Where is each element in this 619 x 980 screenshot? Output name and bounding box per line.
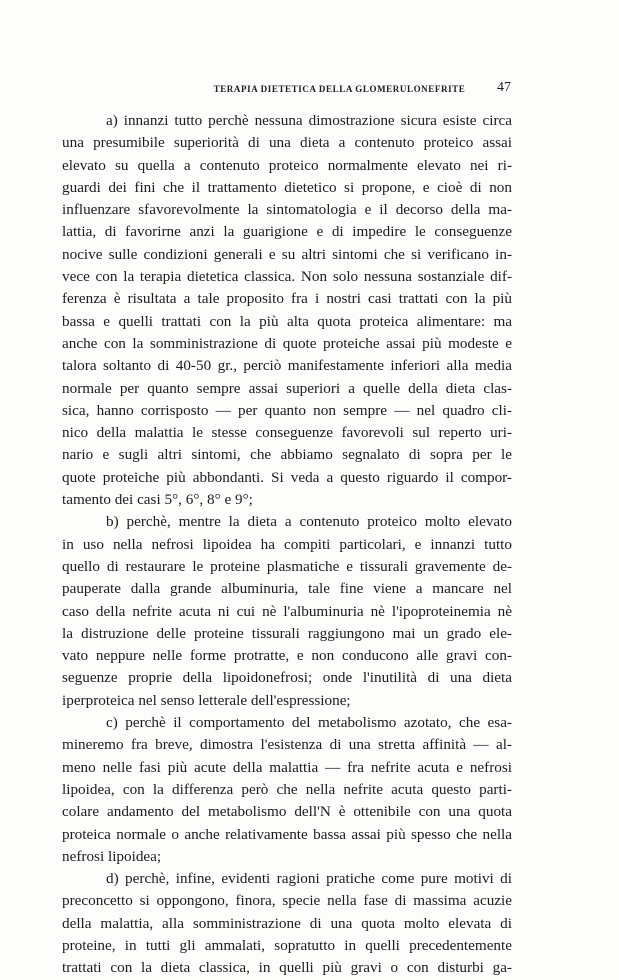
text-line: in uso nella nefrosi lipoidea ha compiti particolari, e innanzi tutto bbox=[62, 535, 512, 553]
text-line: una presumibile superiorità di una dieta a contenuto proteico assai bbox=[62, 134, 512, 152]
running-header: TERAPIA DIETETICA DELLA GLOMERULONEFRITE bbox=[213, 84, 466, 94]
text-line: influenzare sfavorevolmente la sintomatologia e il decorso della ma- bbox=[62, 201, 512, 219]
text-line: della malattia, alla somministrazione di una quota molto elevata di bbox=[62, 914, 512, 932]
text-line: colare andamento del metabolismo dell'N è ottenibile con una quota bbox=[62, 803, 512, 821]
text-line: d) perchè, infine, evidenti ragioni pratiche come pure motivi di bbox=[106, 870, 512, 888]
text-line: elevato su quella a contenuto proteico normalmente elevato nei ri- bbox=[62, 156, 512, 174]
text-line: normale per quanto sempre assai superiori a quelle della dieta clas- bbox=[62, 379, 512, 397]
text-line: proteica normale o anche relativamente bassa assai più spesso che nella bbox=[62, 825, 512, 843]
text-line: preconcetto si oppongono, finora, specie nella fase di massima acuzie bbox=[62, 892, 512, 910]
text-line: talora soltanto di 40-50 gr., perciò manifestamente inferiori alla media bbox=[62, 357, 512, 375]
text-line: la distruzione delle proteine tissurali raggiungono mai un grado ele- bbox=[62, 624, 512, 642]
text-line: seguenze proprie della lipoidonefrosi; onde l'inutilità di una dieta bbox=[62, 669, 512, 687]
text-line: pauperate dalla grande albuminuria, tale fine viene a mancare nel bbox=[62, 580, 512, 598]
text-line: vece con la terapia dietetica classica. Non solo nessuna sostanziale dif- bbox=[62, 268, 512, 286]
text-line: quote proteiche più abbondanti. Si veda a questo riguardo il compor- bbox=[62, 468, 512, 486]
text-line: ferenza è risultata a tale proposito fra i nostri casi trattati con la più bbox=[62, 290, 512, 308]
text-line: iperproteica nel senso letterale dell'espressione; bbox=[62, 691, 351, 709]
text-line: nario e sugli altri sintomi, che abbiamo segnalato di sopra per le bbox=[62, 446, 512, 464]
text-line: mineremo fra breve, dimostra l'esistenza di una stretta affinità — al- bbox=[62, 736, 512, 754]
text-line: nico della malattia le stesse conseguenze favorevoli sul reperto uri- bbox=[62, 424, 512, 442]
text-line: b) perchè, mentre la dieta a contenuto proteico molto elevato bbox=[106, 513, 512, 531]
text-line: bassa e quelli trattati con la più alta quota proteica alimentare: ma bbox=[62, 312, 512, 330]
text-line: vato neppure nelle forme protratte, e non conducono alle gravi con- bbox=[62, 647, 512, 665]
text-line: a) innanzi tutto perchè nessuna dimostrazione sicura esiste circa bbox=[106, 112, 512, 129]
text-line: caso della nefrite acuta ni cui nè l'albuminuria nè l'ipoproteinemia nè bbox=[62, 602, 512, 620]
text-line: nocive sulle condizioni generali e su altri sintomi che si verificano in- bbox=[62, 245, 512, 263]
text-line: tamento dei casi 5°, 6°, 8° e 9°; bbox=[62, 491, 253, 509]
text-line: anche con la somministrazione di quote proteiche assai più modeste e bbox=[62, 334, 512, 352]
text-line: proteine, in tutti gli ammalati, sopratutto in quelli precedentemente bbox=[62, 936, 512, 954]
text-line: nefrosi lipoidea; bbox=[62, 847, 162, 865]
body-text bbox=[62, 110, 512, 980]
text-line: meno nelle fasi più acute della malattia — fra nefrite acuta e nefrosi bbox=[62, 758, 512, 776]
text-line: lattia, di favorirne anzi la guarigione e di impedire le conseguenze bbox=[62, 223, 512, 241]
text-line: trattati con la dieta classica, in quelli più gravi o con disturbi ga- bbox=[62, 959, 512, 977]
text-line: lipoidea, con la differenza però che nella nefrite acuta questo parti- bbox=[62, 780, 512, 798]
text-line: quello di restaurare le proteine plasmatiche e tissurali gravemente de- bbox=[62, 557, 512, 575]
page-number: 47 bbox=[497, 80, 511, 95]
text-line: c) perchè il comportamento del metabolismo azotato, che esa- bbox=[106, 714, 512, 732]
text-line: sica, hanno corrisposto — per quanto non sempre — nel quadro cli- bbox=[62, 401, 512, 419]
text-line: guardi dei fini che il trattamento dietetico si propone, e cioè di non bbox=[62, 178, 512, 196]
